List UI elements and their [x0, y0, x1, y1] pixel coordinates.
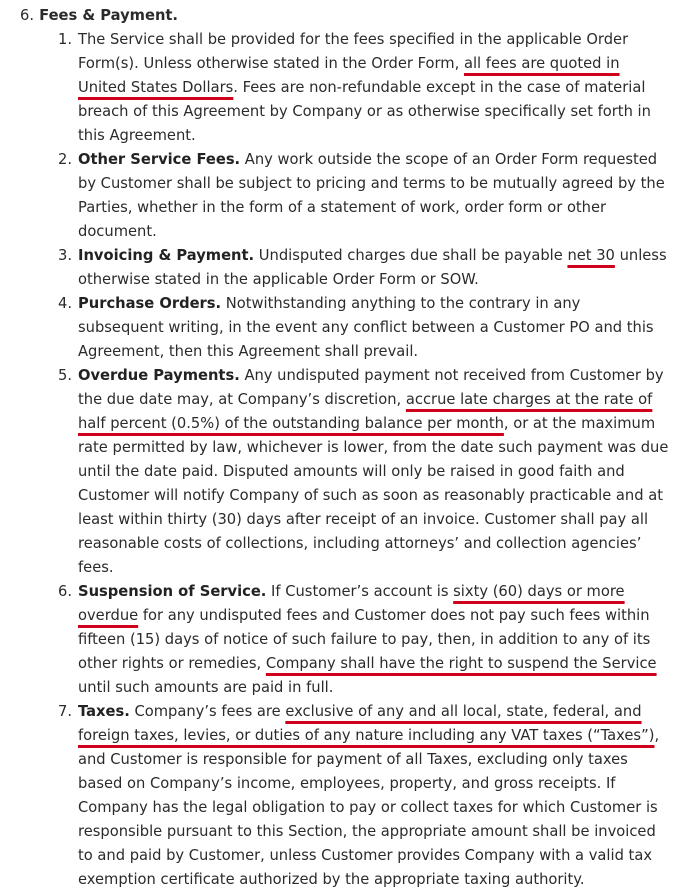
underlined-phrase: net 30	[567, 247, 615, 264]
clause-list	[58, 28, 670, 892]
clause-text: . Fees are non-refundable except in the case of material breach of this Agreement by Company or as otherwise specifically set forth in this Agreement.	[78, 79, 651, 144]
underlined-phrase: accrue late charges at the rate of half percent (0.5%) of the outstanding balance per month	[78, 391, 653, 432]
underlined-phrase: Company shall have the right to suspend the Service	[265, 655, 657, 672]
clause-number: 5.	[58, 367, 73, 384]
clause-text: Any undisputed payment not received from Customer by the due date may, at Company’s discretion,	[78, 367, 664, 408]
clause-text: , or at the maximum rate permitted by law, whichever is lower, from the date such payment was due until the date paid. Disputed amounts will only be raised in good faith and Customer will notify Company of such as soon as reasonably practicable and at least within thirty (30) days after receipt of an invoice. Customer shall pay all reasonable costs of collections, including attorneys’ and collection agencies’ fees.	[78, 415, 669, 576]
section-number: 6.	[20, 7, 35, 24]
section-title: Fees & Payment.	[39, 7, 179, 24]
clause-heading: Invoicing & Payment.	[78, 247, 255, 264]
clause-text: Notwithstanding anything to the contrary in any subsequent writing, in the event any conflict between a Customer PO and this Agreement, then this Agreement shall prevail.	[78, 295, 654, 360]
clause-number: 6.	[58, 583, 73, 600]
section-heading	[20, 4, 178, 28]
clause-text: Any work outside the scope of an Order Form requested by Customer shall be subject to pricing and terms to be mutually agreed by the Parties, whether in the form of a statement of work, order form or other document.	[78, 151, 665, 240]
clause-heading: Suspension of Service.	[78, 583, 267, 600]
clause-text: The Service shall be provided for the fees specified in the applicable Order Form(s). Unless otherwise stated in the Order Form,	[78, 31, 629, 72]
underlined-phrase: all fees are quoted in United States Dollars	[78, 55, 620, 96]
clause-text: Company’s fees are	[129, 703, 286, 720]
clause-number: 3.	[58, 247, 73, 264]
clause-item-3	[58, 244, 670, 292]
clause-text: unless otherwise stated in the applicable Order Form or SOW.	[78, 247, 667, 288]
clause-text: Undisputed charges due shall be payable	[254, 247, 568, 264]
underlined-phrase: exclusive of any and all local, state, federal, and foreign taxes, levies, or duties of any nature including any VAT taxes (“Taxes”)	[78, 703, 655, 744]
clause-item-4	[58, 292, 670, 364]
clause-item-2	[58, 148, 670, 244]
clause-item-5	[58, 364, 670, 580]
clause-heading: Taxes.	[78, 703, 130, 720]
clause-heading: Overdue Payments.	[78, 367, 240, 384]
clause-heading: Purchase Orders.	[78, 295, 222, 312]
clause-item-7	[58, 700, 670, 892]
clause-item-6	[58, 580, 670, 700]
clause-item-1	[58, 28, 670, 148]
clause-heading: Other Service Fees.	[78, 151, 241, 168]
clause-number: 7.	[58, 703, 73, 720]
clause-number: 4.	[58, 295, 73, 312]
underlined-phrase: sixty (60) days or more overdue	[78, 583, 625, 624]
clause-text: until such amounts are paid in full.	[78, 679, 334, 696]
clause-number: 2.	[58, 151, 73, 168]
clause-text: If Customer’s account is	[266, 583, 454, 600]
clause-number: 1.	[58, 31, 73, 48]
clause-text: , and Customer is responsible for payment of all Taxes, excluding only taxes based on Company’s income, employees, property, and gross receipts. If Company has the legal obligation to pay or collect taxes for which Customer is responsible pursuant to this Section, the appropriate amount shall be invoiced to and paid by Customer, unless Customer provides Company with a valid tax exemption certificate authorized by the appropriate taxing authority.	[78, 727, 660, 888]
clause-text: for any undisputed fees and Customer does not pay such fees within fifteen (15) days of notice of such failure to pay, then, in addition to any of its other rights or remedies,	[78, 607, 651, 672]
